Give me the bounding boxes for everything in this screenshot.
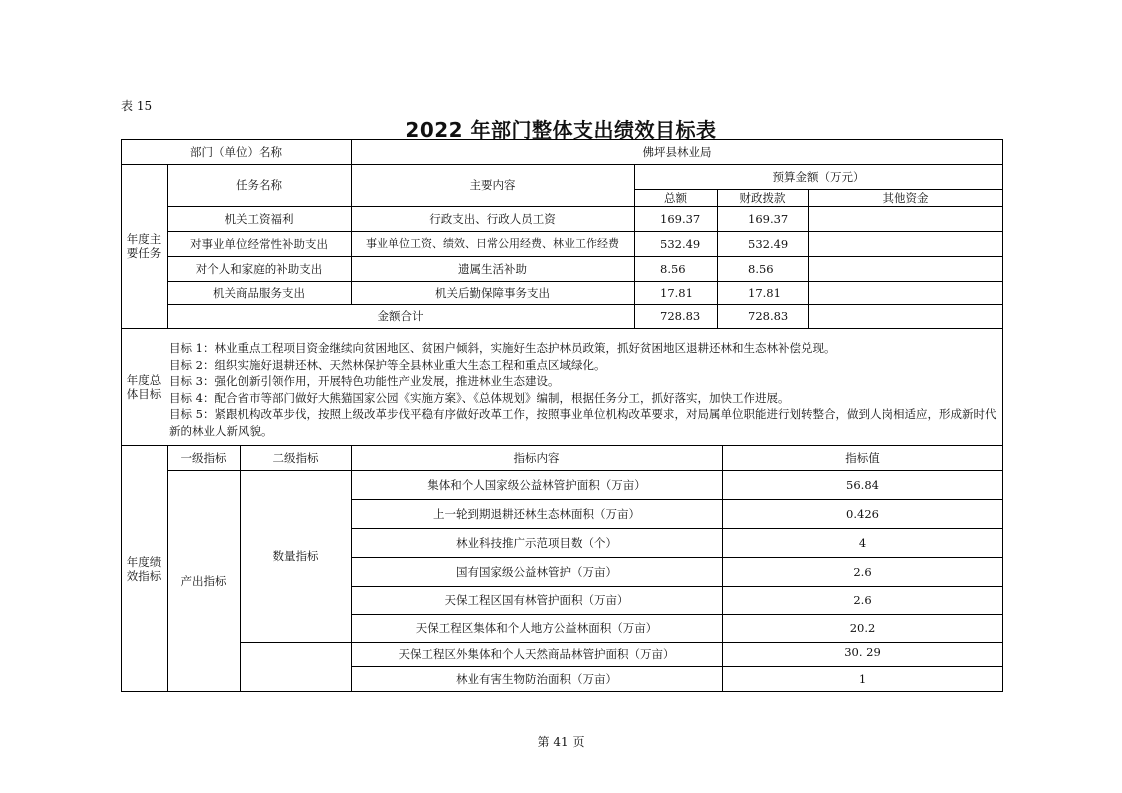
department-label: 部门（单位）名称 bbox=[190, 144, 282, 159]
indicator-content: 天保工程区外集体和个人天然商品林管护面积（万亩） bbox=[398, 647, 675, 661]
task-name: 机关商品服务支出 bbox=[213, 285, 305, 300]
sum-total: 728.83 bbox=[660, 309, 701, 323]
col-other: 其他资金 bbox=[882, 190, 929, 205]
indicator-value: 0.426 bbox=[846, 506, 879, 521]
indicator-content: 林业科技推广示范项目数（个） bbox=[456, 535, 617, 550]
tasks-section-label: 年度主要任务 bbox=[126, 232, 162, 260]
task-content: 机关后勤保障事务支出 bbox=[435, 285, 550, 300]
goal-item: 目标 5：紧跟机构改革步伐，按照上级改革步伐平稳有序做好改革工作，按照事业单位机构改革要求，对局属单位职能进行划转整合，做到人岗相适应，形成新时代新的林业人新风貌。 bbox=[169, 407, 997, 438]
col-indicator-content: 指标内容 bbox=[513, 450, 560, 465]
task-total: 17.81 bbox=[660, 285, 693, 300]
task-other bbox=[808, 206, 1003, 231]
goal-item: 目标 4：配合省市等部门做好大熊猫国家公园《实施方案》、《总体规划》编制，根据任务分工，抓好落实，加快工作进展。 bbox=[169, 390, 790, 405]
indicator-value: 2.6 bbox=[853, 564, 872, 579]
goals-section-label: 年度总体目标 bbox=[126, 372, 162, 401]
table-label: 表 15 bbox=[121, 99, 153, 113]
task-content: 行政支出、行政人员工资 bbox=[429, 211, 556, 226]
task-fiscal: 8.56 bbox=[748, 261, 774, 276]
sum-label: 金额合计 bbox=[377, 309, 424, 323]
indicator-value: 56.84 bbox=[846, 477, 879, 492]
col-total: 总额 bbox=[664, 190, 687, 205]
task-name: 机关工资福利 bbox=[224, 211, 294, 226]
indicator-value: 20.2 bbox=[849, 621, 876, 635]
task-name: 对个人和家庭的补助支出 bbox=[195, 261, 323, 276]
indicator-value: 4 bbox=[858, 535, 867, 550]
task-fiscal: 532.49 bbox=[748, 236, 789, 251]
department-value: 佛坪县林业局 bbox=[642, 144, 712, 159]
task-content: 事业单位工资、绩效、日常公用经费、林业工作经费 bbox=[366, 236, 619, 250]
col-main-content: 主要内容 bbox=[469, 178, 516, 192]
task-other bbox=[808, 281, 1003, 304]
indicator-value: 2.6 bbox=[853, 593, 872, 607]
col-fiscal: 财政拨款 bbox=[739, 190, 786, 205]
indicator-value: 30. 29 bbox=[844, 645, 881, 659]
goal-item: 目标 3：强化创新引领作用，开展特色功能性产业发展，推进林业生态建设。 bbox=[169, 374, 560, 388]
col-level1: 一级指标 bbox=[180, 450, 227, 465]
col-indicator-value: 指标值 bbox=[845, 450, 880, 465]
page-number: 第 41 页 bbox=[537, 735, 585, 749]
level2-quantity: 数量指标 bbox=[272, 549, 319, 563]
goal-item: 目标 1：林业重点工程项目资金继续向贫困地区、贫困户倾斜，实施好生态护林员政策，抓好贫困地区退耕还林和生态林补偿兑现。 bbox=[169, 341, 836, 355]
task-name: 对事业单位经常性补助支出 bbox=[190, 236, 328, 251]
col-task-name: 任务名称 bbox=[236, 178, 282, 192]
indicator-content: 天保工程区集体和个人地方公益林面积（万亩） bbox=[415, 621, 658, 635]
col-budget: 预算金额（万元） bbox=[772, 169, 865, 184]
task-content: 遗属生活补助 bbox=[458, 261, 527, 276]
indicator-content: 林业有害生物防治面积（万亩） bbox=[456, 671, 617, 686]
indicator-content: 国有国家级公益林管护（万亩） bbox=[456, 564, 617, 579]
task-total: 8.56 bbox=[660, 261, 686, 276]
goals-list bbox=[169, 340, 1003, 439]
indicator-content: 上一轮到期退耕还林生态林面积（万亩） bbox=[433, 506, 640, 521]
level1-output: 产出指标 bbox=[180, 574, 227, 588]
task-total: 169.37 bbox=[660, 211, 701, 226]
sum-fiscal: 728.83 bbox=[748, 309, 789, 323]
document-title: 2022 年部门整体支出绩效目标表 bbox=[405, 118, 717, 142]
indicator-content: 天保工程区国有林管护面积（万亩） bbox=[444, 593, 629, 607]
task-total: 532.49 bbox=[660, 236, 701, 251]
task-other bbox=[808, 231, 1003, 256]
task-fiscal: 169.37 bbox=[748, 211, 789, 226]
task-other bbox=[808, 256, 1003, 281]
goal-item: 目标 2：组织实施好退耕还林、天然林保护等全县林业重大生态工程和重点区域绿化。 bbox=[169, 357, 606, 372]
task-fiscal: 17.81 bbox=[748, 285, 781, 300]
indicators-section-label: 年度绩效指标 bbox=[126, 554, 162, 583]
indicator-content: 集体和个人国家级公益林管护面积（万亩） bbox=[427, 477, 646, 492]
col-level2: 二级指标 bbox=[272, 450, 319, 465]
indicator-value: 1 bbox=[858, 671, 867, 686]
